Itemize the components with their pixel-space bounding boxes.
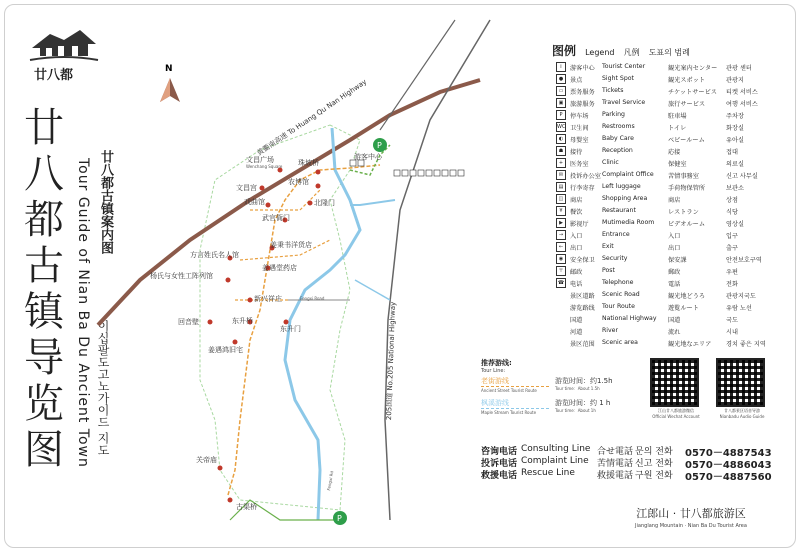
legend-header (552, 40, 690, 59)
legend-row (556, 338, 776, 349)
phone-number[interactable]: 0570－4887543 (685, 448, 772, 459)
legend-ko: 신고 사무실 (726, 173, 758, 180)
legend-row (556, 254, 776, 265)
legend-title-en: Legend (585, 48, 615, 57)
route-name-en: Maple Stream Tourist Route (481, 410, 537, 415)
legend-row (556, 146, 776, 157)
legend-ko: 유아실 (726, 137, 744, 144)
legend-ja: 苦情事務室 (668, 173, 699, 180)
legend-row (556, 170, 776, 181)
legend-ko: 시내 (726, 329, 738, 336)
legend-zh: 票务服务 (570, 89, 595, 96)
qr-code-icon (650, 358, 699, 407)
exit-icon: ← (556, 242, 566, 252)
qr-caption-zh: 江山廿八都旅游微信 (658, 408, 694, 413)
route-time-en: Tour time：About 1.5h (555, 386, 600, 391)
legend-row (556, 98, 776, 109)
legend-ja: 国道 (668, 317, 681, 324)
routes-title-en: Tour Line: (481, 368, 506, 374)
legend-ja: チケットサービス (668, 89, 717, 96)
legend-en: National Highway (602, 315, 657, 322)
visitor-center-label: 游客中心 (354, 153, 382, 161)
spot-dot-exhibition-hall[interactable] (226, 278, 231, 283)
legend-en: Reception (602, 147, 633, 154)
legend-ko: 의료실 (726, 161, 744, 168)
travel-service-icon: ▣ (556, 98, 566, 108)
legend-title-zh: 图例 (552, 44, 577, 58)
spot-dot-jiang-yuhong[interactable] (233, 340, 238, 345)
national-highway-spur (380, 20, 455, 130)
legend-row (556, 62, 776, 73)
multimedia-icon: ▶ (556, 218, 566, 228)
legend-ko: 접대 (726, 149, 738, 156)
baby-care-icon: ◐ (556, 134, 566, 144)
route-name-zh: 枫溪游线 (481, 399, 509, 407)
complaint-icon: ✉ (556, 170, 566, 180)
footer-en: Jianglang Mountain · Nian Ba Du Tourist Area (635, 523, 747, 529)
phone-label-ja: 救援電話 (597, 471, 634, 481)
legend-ja: ビデオルーム (668, 221, 706, 228)
legend-ja: 流れ (668, 329, 681, 336)
svg-text:P: P (337, 514, 342, 523)
legend-en: Scenic area (602, 339, 638, 346)
legend-ja: 駐車場 (668, 113, 687, 120)
legend-ko: 보관소 (726, 185, 744, 192)
spot-dot-echo-wall[interactable] (208, 320, 213, 325)
legend-ko: 여행 서비스 (726, 101, 758, 108)
spot-label-agri-museum: 农博馆 (288, 178, 309, 186)
phone-label-zh: 救援电话 (481, 471, 518, 481)
spot-label-jiang-yuhong: 姜遇鸿旧宅 (208, 346, 243, 354)
phone-label-ko: 신고 전화 (635, 459, 673, 469)
legend-ja: ベビールーム (668, 137, 705, 144)
legend-zh: 出口 (570, 245, 583, 252)
legend-ja: トイレ (668, 125, 687, 132)
sight-spot-icon: ● (556, 74, 566, 84)
qr-code-icon (716, 358, 765, 407)
legend-zh: 影视厅 (570, 221, 589, 228)
legend-row (556, 74, 776, 85)
route-time-zh: 游览时间：约1.5h (555, 377, 613, 385)
legend-ja: 旅行サービス (668, 101, 706, 108)
legend-ko: 화장실 (726, 125, 744, 132)
spot-label-wenchang-square: 文昌广场 (246, 156, 274, 164)
footer-zh: 江郎山 · 廿八都旅游区 (636, 507, 746, 520)
route-name-en: Ancient Street Tourist Route (481, 388, 537, 393)
clinic-icon: + (556, 158, 566, 168)
tour-route-main (228, 165, 380, 495)
fengxi-road-label-vertical: Fengxi Rd (326, 470, 335, 491)
route-time-zh: 游览时间：约 1 h (555, 399, 611, 407)
legend-ja: 遊覧ルート (668, 305, 699, 312)
legend-ko: 티켓 서비스 (726, 89, 758, 96)
phone-number[interactable]: 0570－4886043 (685, 460, 772, 471)
legend-ja: 電話 (668, 281, 681, 288)
legend-en: Mutimedia Room (602, 219, 655, 226)
spot-label-en: Wenchang Square (246, 164, 283, 169)
spot-label-dialect-hall: 方言姓氏名人馆 (190, 251, 239, 259)
legend-en: Scenic Road (602, 291, 640, 298)
legend-en: Sight Spot (602, 75, 634, 82)
spot-label-xinxingxiang: 新兴祥庄 (254, 295, 282, 303)
subtitle-en: Tour Guide of Nian Ba Du Ancient Town (75, 158, 91, 468)
legend-ja: 保安課 (668, 257, 687, 264)
legend-ko: 안전보호구역 (726, 257, 762, 264)
phone-label-ja: 合せ電話 (597, 447, 634, 457)
legend-ja: 観光地どうろ (668, 293, 706, 300)
legend-en: Baby Care (602, 135, 634, 142)
spot-label-wenchang-palace: 文昌宫 (236, 184, 257, 192)
legend-zh: 商店 (570, 197, 583, 204)
legend-row (556, 290, 776, 301)
legend-row (556, 206, 776, 217)
legend-en: Entrance (602, 231, 630, 238)
legend-zh: 入口 (570, 233, 583, 240)
spot-dot-zhupo-bridge[interactable] (316, 170, 321, 175)
legend-zh: 停车场 (570, 113, 589, 120)
legend-en: Exit (602, 243, 614, 250)
phone-label-en: Complaint Line (521, 456, 589, 466)
spot-label-guqu-bridge: 古渠桥 (236, 503, 257, 511)
subtitle-ko: 이십팔도고노가이드 지도 (96, 320, 110, 456)
legend-en: Travel Service (602, 99, 646, 106)
routes-title-zh: 推荐游线: (481, 359, 512, 367)
svg-text:P: P (377, 141, 382, 150)
luggage-icon: ▤ (556, 182, 566, 192)
route-item[interactable] (481, 398, 621, 418)
legend-row (556, 302, 776, 313)
legend-en: Tour Route (602, 303, 635, 310)
river-branch (350, 200, 395, 205)
phone-row (481, 444, 781, 459)
legend-row (556, 242, 776, 253)
legend-ko: 출구 (726, 245, 738, 252)
route-line (481, 408, 549, 409)
legend-ja: 手荷物保管所 (668, 185, 706, 192)
legend-zh: 卫生间 (570, 125, 589, 132)
logo-text: 廿八都 (34, 68, 74, 83)
spot-label-exhibition-hall: 杨氏与女性工阵列馆 (150, 272, 213, 280)
legend-ko: 우편 (726, 269, 738, 276)
spot-label-guan-yu-temple: 关帝庙 (196, 456, 217, 464)
legend-row (556, 182, 776, 193)
route-time-en: Tour time：About 1h (555, 408, 596, 413)
legend-en: Security (602, 255, 628, 262)
route-name-zh: 老街游线 (481, 377, 509, 385)
legend-zh: 河道 (570, 329, 583, 336)
legend-ko: 식당 (726, 209, 738, 216)
legend-en: Clinic (602, 159, 619, 166)
legend-ko: 영상실 (726, 221, 744, 228)
legend-zh: 医务室 (570, 161, 589, 168)
spot-dot-beilong-gate[interactable] (308, 201, 313, 206)
phone-label-ko: 문의 전화 (635, 447, 673, 457)
subtitle-zh: 廿八都古镇案内图 (98, 150, 113, 254)
spot-label-zhupo-bridge: 珠坡桥 (298, 159, 319, 167)
legend-en: Shopping Area (602, 195, 648, 202)
legend-zh: 餐饮 (570, 209, 583, 216)
spot-dot-wenchang-palace[interactable] (260, 186, 265, 191)
route-item[interactable] (481, 376, 621, 396)
legend-row (556, 194, 776, 205)
legend-row (556, 314, 776, 325)
parking-markers (333, 138, 387, 525)
phone-row (481, 456, 781, 471)
page-title: 廿八都古镇导览图 (24, 105, 64, 473)
legend-zh: 行李寄存 (570, 185, 595, 192)
legend-zh: 游览路线 (570, 305, 595, 312)
legend-zh: 邮政 (570, 269, 583, 276)
legend-row (556, 278, 776, 289)
security-icon: ◉ (556, 254, 566, 264)
legend-zh: 安全保卫 (570, 257, 595, 264)
post-icon: 〒 (556, 266, 566, 276)
legend-row (556, 230, 776, 241)
spot-dot-guan-yu-temple[interactable] (218, 466, 223, 471)
qr-caption-en: Nianbadu Audio Guide (719, 414, 765, 419)
telephone-icon: ☎ (557, 280, 565, 286)
legend-zh: 接待 (570, 149, 583, 156)
compass-label: N (165, 64, 173, 74)
legend-ja: 観光スポット (668, 77, 706, 84)
qr-caption-en: Official Wechat Account (652, 414, 700, 419)
spot-label-military-yamen: 武官衙门 (262, 214, 290, 222)
route-line (481, 386, 549, 387)
legend-ko: 경치 좋은 지역 (726, 341, 766, 348)
legend-ja: 郵政 (668, 269, 681, 276)
legend-row (556, 326, 776, 337)
phone-label-en: Rescue Line (521, 468, 575, 478)
legend-en: River (602, 327, 619, 334)
legend-row (556, 86, 776, 97)
legend-zh: 景点 (570, 77, 583, 84)
spot-label-dongsheng-gate: 东升门 (280, 325, 301, 333)
legend-ko: 관광지국도 (726, 293, 756, 300)
highway-205-label: 205国道 No.205 National Highway (384, 301, 398, 421)
legend-zh: 景区道路 (570, 293, 595, 300)
legend-ja: 入口 (668, 233, 681, 240)
ticket-icon: ▭ (556, 86, 566, 96)
phone-label-zh: 投诉电话 (481, 459, 518, 469)
highway-huang-qu-nan (98, 80, 480, 325)
phone-label-ko: 구원 전화 (635, 471, 673, 481)
legend-ko: 유람 노선 (726, 305, 752, 312)
legend-en: Tourist Center (602, 63, 646, 70)
routes-title (481, 358, 512, 374)
legend-zh: 旅游服务 (570, 101, 595, 108)
legend-ko: 국도 (726, 317, 738, 324)
spot-dot-agri-museum[interactable] (316, 184, 321, 189)
spot-label-beilong-gate: 北隆门 (314, 199, 335, 207)
legend-ko: 주차장 (726, 113, 744, 120)
spot-label-echo-wall: 回音壁 (178, 318, 199, 326)
legend-ja: 観光案内センター (668, 65, 718, 72)
spot-label-dongsheng-bridge: 东升桥 (232, 317, 253, 325)
legend-zh: 投诉办公室 (570, 173, 601, 180)
qr-code[interactable] (646, 358, 706, 420)
phone-label-en: Consulting Line (521, 444, 591, 454)
river-branch-2 (355, 280, 390, 300)
parking-icon: P (556, 110, 566, 120)
spot-label-jiang-bingshu: 姜秉书洋货店 (270, 241, 312, 249)
legend-zh: 游客中心 (570, 65, 595, 72)
phone-number[interactable]: 0570－4887560 (685, 472, 772, 483)
restroom-icon: WC (557, 124, 566, 130)
legend-zh: 国道 (570, 317, 583, 324)
qr-caption-zh: 廿八都景区语音导游 (724, 408, 760, 413)
legend-ja: 保健室 (668, 161, 687, 168)
legend-ko: 상점 (726, 197, 738, 204)
legend-zh: 景区范围 (570, 341, 595, 348)
spot-label-jiang-yutang: 姜遇堂药店 (262, 264, 297, 272)
restaurant-icon: ¥ (556, 206, 566, 216)
spot-dot-xinxingxiang[interactable] (248, 298, 253, 303)
legend-en: Complaint Office (602, 171, 654, 178)
legend-row (556, 218, 776, 229)
entrance-icon: → (556, 230, 566, 240)
legend-ja: 観光地なエリア (668, 341, 712, 348)
legend-en: Tickets (602, 87, 624, 94)
legend-title-ko: 도표의 범례 (648, 48, 690, 57)
phone-row (481, 468, 781, 483)
spot-dot-guqu-bridge[interactable] (228, 498, 233, 503)
legend-ja: 出口 (668, 245, 681, 252)
phone-label-ja: 苦情電話 (597, 459, 634, 469)
legend-ja: 商店 (668, 197, 681, 204)
legend-ko: 관광지 (726, 77, 744, 84)
legend-title-ja: 凡例 (623, 48, 640, 57)
legend-row (556, 266, 776, 277)
legend-en: Restrooms (602, 123, 635, 130)
legend-en: Post (602, 267, 615, 274)
legend-en: Restaurant (602, 207, 636, 214)
fengxi-road-label: Fengxi Road (300, 296, 325, 301)
legend-row (556, 122, 776, 133)
reception-icon: ☗ (556, 146, 566, 156)
legend-row (556, 158, 776, 169)
legend-ko: 전화 (726, 281, 738, 288)
qr-code[interactable] (712, 358, 772, 420)
legend-en: Telephone (602, 279, 634, 286)
legend-en: Parking (602, 111, 625, 118)
legend-row (556, 110, 776, 121)
info-icon: i (556, 62, 566, 72)
legend-ja: 応接 (668, 149, 681, 156)
spot-dot-opera-museum[interactable] (266, 203, 271, 208)
legend-zh: 电话 (570, 281, 583, 288)
highway-huang-label: 黄衢南高速 To Huang Qu Nan Highway (255, 77, 369, 158)
legend-en: Left luggage (602, 183, 641, 190)
legend-row (556, 134, 776, 145)
phone-label-zh: 咨询电话 (481, 447, 518, 457)
legend-zh: 母婴室 (570, 137, 589, 144)
spot-label-opera-museum: 戏曲馆 (244, 198, 265, 206)
legend-ja: レストラン (668, 209, 699, 216)
legend-ko: 입구 (726, 233, 738, 240)
legend-ko: 관광 센터 (726, 65, 752, 72)
shopping-icon: ◫ (556, 194, 566, 204)
footer (606, 505, 776, 529)
